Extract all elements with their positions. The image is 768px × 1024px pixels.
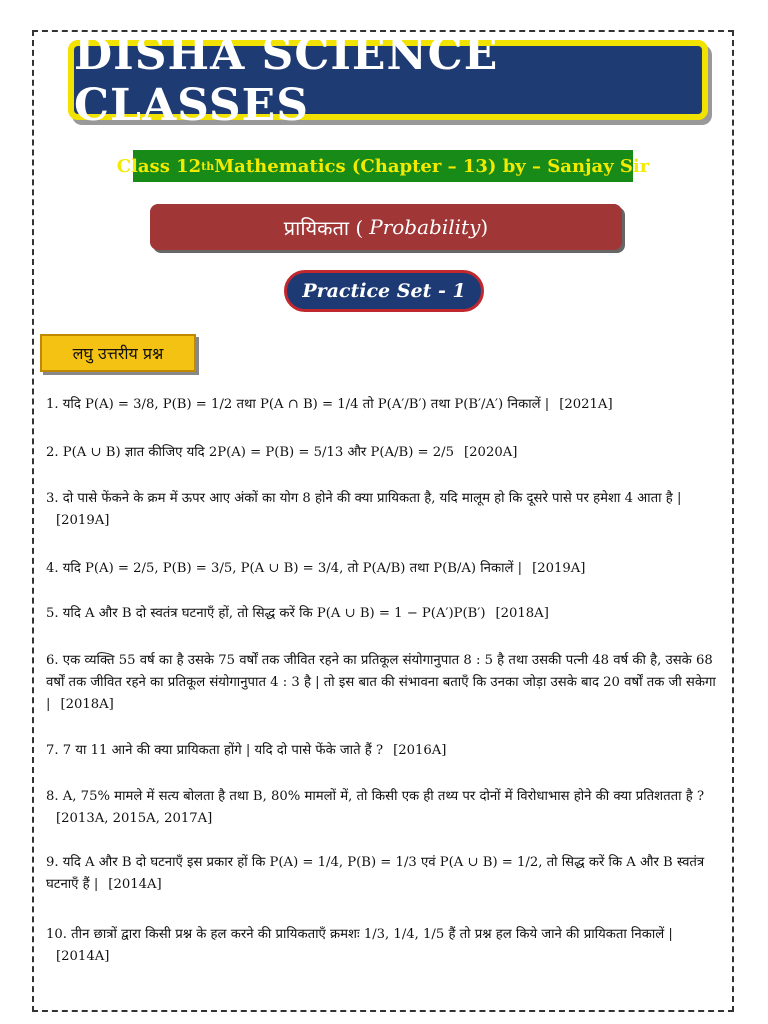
question-10 — [46, 924, 718, 968]
question-2 — [46, 442, 718, 464]
question-text: 7. 7 या 11 आने की क्या प्रायिकता होंगे | यदि दो पासे फेंके जाते हैं ? — [46, 743, 384, 758]
subtitle-pre: Class 12 — [116, 155, 202, 177]
chapter-title — [150, 204, 622, 250]
class-subtitle — [116, 150, 650, 182]
question-year: [2019A] — [532, 561, 586, 576]
subtitle-sup: th — [201, 159, 215, 173]
question-text: 5. यदि A और B दो स्वतंत्र घटनाएँ हों, तो सिद्ध करें कि P(A ∪ B) = 1 − P(A′)P(B′) — [46, 606, 486, 621]
subtitle-post: Mathematics (Chapter – 13) by – Sanjay Sir — [214, 155, 650, 177]
question-1 — [46, 394, 718, 416]
practice-set-label: Practice Set - 1 — [284, 270, 484, 312]
section-heading: लघु उत्तरीय प्रश्न — [40, 334, 196, 372]
question-year: [2020A] — [464, 445, 518, 460]
question-text: 10. तीन छात्रों द्वारा किसी प्रश्न के हल करने की प्रायिकताएँ क्रमशः 1/3, 1/4, 1/5 हैं तो प्रश्न हल किये जाने की प्रायिकता निकालें | — [46, 927, 673, 942]
question-4 — [46, 558, 718, 580]
question-text: 2. P(A ∪ B) ज्ञात कीजिए यदि 2P(A) = P(B) = 5/13 और P(A/B) = 2/5 — [46, 445, 455, 460]
question-6 — [46, 650, 718, 716]
question-year: [2019A] — [56, 513, 110, 528]
question-year: [2014A] — [108, 877, 162, 892]
question-year: [2013A, 2015A, 2017A] — [56, 811, 213, 826]
question-year: [2016A] — [393, 743, 447, 758]
question-text: 1. यदि P(A) = 3/8, P(B) = 1/2 तथा P(A ∩ B) = 1/4 तो P(A′/B′) तथा P(B′/A′) निकालें | — [46, 397, 550, 412]
question-year: [2018A] — [495, 606, 549, 621]
question-year: [2014A] — [56, 949, 110, 964]
chapter-hindi: प्रायिकता ( — [283, 215, 364, 240]
chapter-close: ) — [480, 215, 489, 239]
question-text: 4. यदि P(A) = 2/5, P(B) = 3/5, P(A ∪ B) = 3/4, तो P(A/B) तथा P(B/A) निकालें | — [46, 561, 523, 576]
question-9 — [46, 852, 718, 896]
question-year: [2018A] — [60, 697, 114, 712]
question-5 — [46, 603, 718, 625]
question-7 — [46, 740, 718, 762]
question-year: [2021A] — [559, 397, 613, 412]
banner-title: DISHA SCIENCE CLASSES — [74, 29, 499, 131]
question-text: 8. A, 75% मामले में सत्य बोलता है तथा B, 80% मामलों में, तो किसी एक ही तथ्य पर दोनों में विरोधाभास होने की क्या प्रतिशतता है ? — [46, 789, 705, 804]
question-text: 6. एक व्यक्ति 55 वर्ष का है उसके 75 वर्षों तक जीवित रहने का प्रतिकूल संयोगानुपात 8 : 5 है तथा उसकी पत्नी 48 वर्ष की है, उसके 68 वर्षों तक जीवित रहने का प्रतिकूल संयोगानुपात 4 : 3 है | तो इस बात की संभावना बताएँ कि उनका जोड़ा उसके बाद 20 वर्षों तक जी सकेगा | — [46, 653, 716, 712]
question-text: 9. यदि A और B दो घटनाएँ इस प्रकार हों कि P(A) = 1/4, P(B) = 1/3 एवं P(A ∪ B) = 1/2, तो सिद्ध करें कि A और B स्वतंत्र घटनाएँ हैं | — [46, 855, 705, 892]
institute-banner — [68, 29, 708, 131]
question-text: 3. दो पासे फेंकने के क्रम में ऊपर आए अंकों का योग 8 होने की क्या प्रायिकता है, यदि मालूम हो कि दूसरे पासे पर हमेशा 4 आता है | — [46, 491, 682, 506]
chapter-english: Probability — [369, 215, 481, 239]
question-3 — [46, 488, 718, 532]
question-8 — [46, 786, 718, 830]
